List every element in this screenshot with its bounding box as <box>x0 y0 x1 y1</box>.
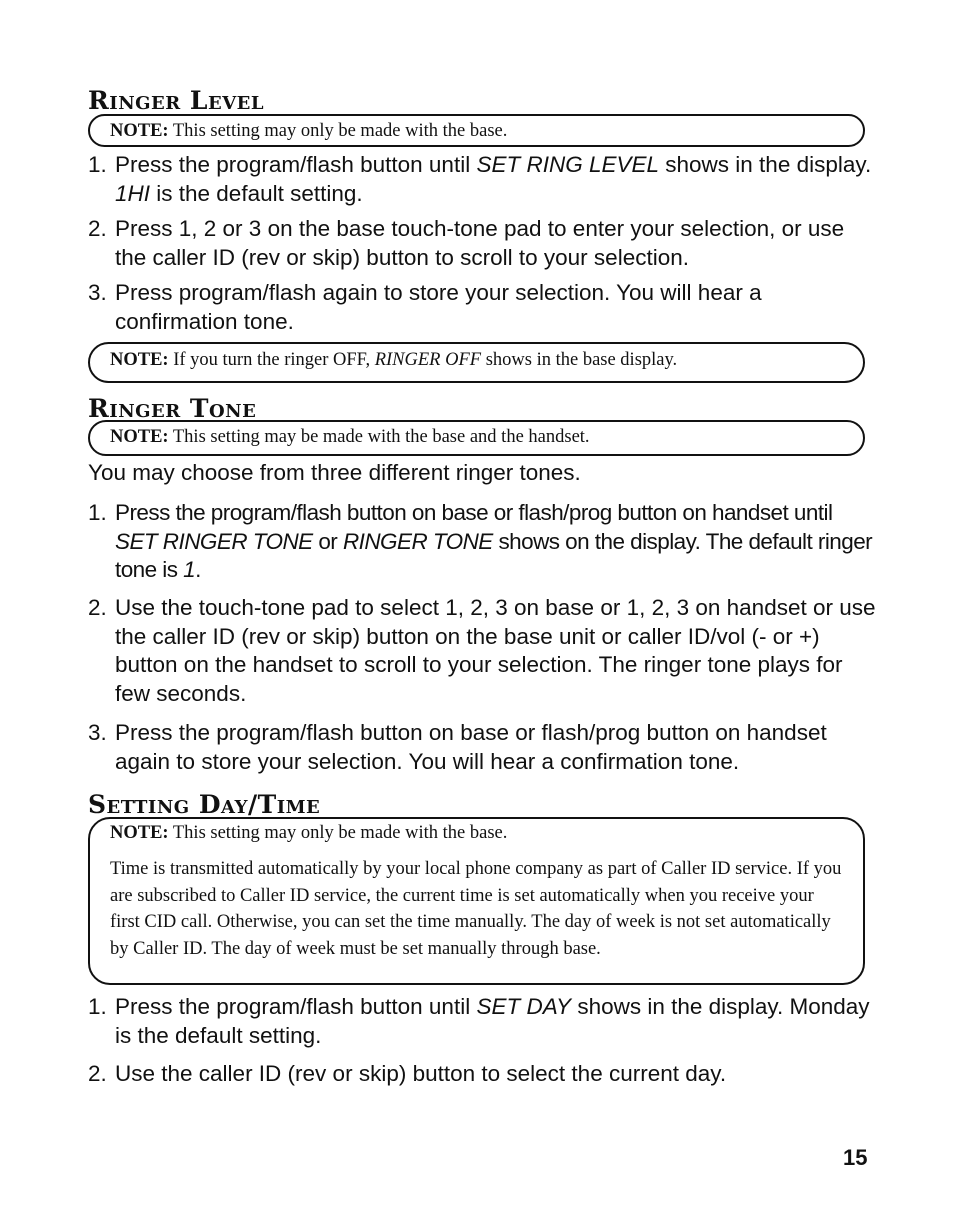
ringer-level-note <box>88 114 865 147</box>
note-label: NOTE: <box>110 121 169 141</box>
caller-id-time-paragraph: Time is transmitted automatically by your local phone company as part of Caller ID service. If you are subscribed to Caller ID service, the current time is set automatically when you receive your first CID call. Otherwise, you can set the time manually. The day of week is not set automatically by Caller ID. The day of week must be set manually through base. <box>110 859 842 959</box>
step-text: Press the program/flash button until <box>115 152 477 177</box>
display-text: 1 <box>183 557 196 582</box>
step-text: or <box>312 528 343 554</box>
display-text: RINGER OFF <box>374 350 482 370</box>
note-label: NOTE: <box>110 350 169 370</box>
display-text: SET RINGER TONE <box>115 528 313 554</box>
ringer-tone-step-3 <box>88 719 878 776</box>
note-text: This setting may be made with the base and the handset. <box>168 427 590 447</box>
step-text: Press 1, 2 or 3 on the base touch-tone pad to enter your selection, or use the caller ID (rev or skip) button to scroll to your selection. <box>115 216 845 270</box>
ringer-tone-note <box>88 420 865 456</box>
step-text: Press program/flash again to store your selection. You will hear a confirmation tone. <box>115 280 762 334</box>
note-text: If you turn the ringer OFF, <box>168 350 375 370</box>
ringer-tone-step-2 <box>88 594 878 708</box>
note-label: NOTE: <box>110 823 169 843</box>
step-number: 3. <box>88 280 107 305</box>
ringer-off-note <box>88 342 865 383</box>
page-number: 15 <box>843 1145 868 1170</box>
step-text: Use the touch-tone pad to select 1, 2, 3 on base or 1, 2, 3 on handset or use the caller ID (rev or skip) button on the base unit or caller ID/vol (- or +) button on the handset to scroll to your selection. The ringer tone plays for few seconds. <box>115 595 876 706</box>
step-text: shows in the display. <box>659 152 872 177</box>
step-text: Press the program/flash button on base or flash/prog button on handset until <box>115 500 833 525</box>
note-text: shows in the base display. <box>481 350 678 370</box>
display-text: 1HI <box>115 180 151 206</box>
ringer-level-step-1 <box>88 151 878 208</box>
ringer-level-step-2 <box>88 215 878 272</box>
step-number: 3. <box>88 720 107 745</box>
display-text: SET DAY <box>476 994 572 1019</box>
setting-day-step-1 <box>88 993 878 1050</box>
setting-day-step-2 <box>88 1060 878 1089</box>
note-text: This setting may only be made with the base. <box>168 823 508 843</box>
ringer-level-heading: Ringer Level <box>88 86 265 115</box>
step-text: shows in the display. Monday is the default setting. <box>115 994 870 1048</box>
step-number: 1. <box>88 152 107 177</box>
note-label: NOTE: <box>110 427 169 447</box>
step-text: Use the caller ID (rev or skip) button to select the current day. <box>115 1061 727 1086</box>
step-text: Press the program/flash button on base or flash/prog button on handset again to store your selection. You will hear a confirmation tone. <box>115 720 827 774</box>
ringer-tone-heading: Ringer Tone <box>88 394 257 423</box>
step-number: 1. <box>88 500 107 525</box>
display-text: SET RING LEVEL <box>476 152 660 177</box>
step-number: 2. <box>88 595 107 620</box>
display-text: RINGER TONE <box>342 528 493 554</box>
step-number: 1. <box>88 994 107 1019</box>
step-number: 2. <box>88 1061 107 1086</box>
step-number: 2. <box>88 216 107 241</box>
ringer-tone-intro: You may choose from three different ringer tones. <box>88 460 581 485</box>
ringer-tone-step-1 <box>88 499 878 585</box>
ringer-level-step-3 <box>88 279 878 336</box>
step-text: shows on the display. The default ringer tone is <box>115 528 873 582</box>
step-text: is the default setting. <box>150 180 363 206</box>
setting-day-time-note <box>88 817 865 985</box>
step-text: . <box>195 557 201 582</box>
step-text: Press the program/flash button until <box>115 994 477 1019</box>
setting-day-time-heading: Setting Day/Time <box>88 790 321 819</box>
note-text: This setting may only be made with the base. <box>168 121 508 141</box>
